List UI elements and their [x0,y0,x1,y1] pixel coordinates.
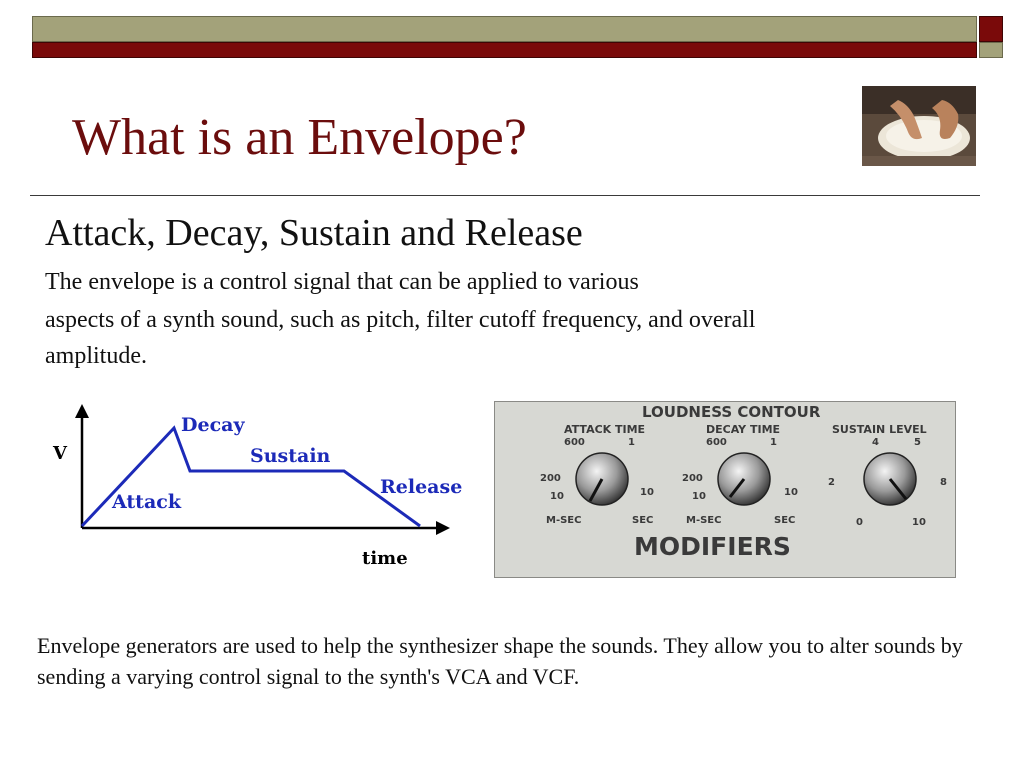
panel-heading: LOUDNESS CONTOUR [642,403,821,421]
slide-title: What is an Envelope? [72,109,527,166]
attack-msec-label: M-SEC [546,515,582,526]
body-text-line-1: The envelope is a control signal that can be applied to various [45,269,639,295]
loudness-contour-panel [494,401,956,578]
adsr-envelope-diagram [40,400,470,580]
sustain-level-label: SUSTAIN LEVEL [832,423,927,436]
release-label: Release [380,476,463,498]
x-axis-arrowhead [436,521,450,535]
decay-msec-label: M-SEC [686,515,722,526]
attack-mark-10: 10 [550,491,564,502]
decay-mark-1: 1 [770,437,777,448]
sustain-mark-5: 5 [914,437,921,448]
sustain-label: Sustain [250,445,331,467]
title-divider [30,195,980,196]
sustain-mark-0: 0 [856,517,863,528]
x-axis-label: time [362,548,408,569]
attack-mark-200: 200 [540,473,561,484]
decay-mark-200: 200 [682,473,703,484]
y-axis-arrowhead [75,404,89,418]
header-corner-olive [979,42,1003,58]
hands-dough-photo [862,86,976,166]
decay-mark-10: 10 [692,491,706,502]
decay-label: Decay [181,414,245,436]
header-band-red [32,42,977,58]
panel-modifiers-label: MODIFIERS [634,532,791,561]
footer-paragraph: Envelope generators are used to help the synthesizer shape the sounds. They allow you to alter sounds by sending a varying control signal to the synth's VCA and VCF. [37,633,963,689]
attack-top-mark: 600 [564,437,585,448]
decay-mark-10-right: 10 [784,487,798,498]
y-axis-label: V [53,443,67,464]
sustain-mark-10: 10 [912,517,926,528]
attack-mark-1: 1 [628,437,635,448]
sustain-mark-8: 8 [940,477,947,488]
sustain-mark-4: 4 [872,437,879,448]
decay-top-mark: 600 [706,437,727,448]
decay-time-label: DECAY TIME [706,423,781,436]
attack-label: Attack [112,491,182,513]
decay-sec-label: SEC [774,515,796,526]
attack-time-label: ATTACK TIME [564,423,646,436]
attack-mark-10-right: 10 [640,487,654,498]
body-text-line-3: amplitude. [45,343,147,369]
header-corner-red [979,16,1003,42]
header-band-olive [32,16,977,42]
sustain-mark-2: 2 [828,477,835,488]
attack-sec-label: SEC [632,515,654,526]
slide-subtitle: Attack, Decay, Sustain and Release [45,212,583,254]
body-text-line-2: aspects of a synth sound, such as pitch, filter cutoff frequency, and overall [45,307,756,333]
